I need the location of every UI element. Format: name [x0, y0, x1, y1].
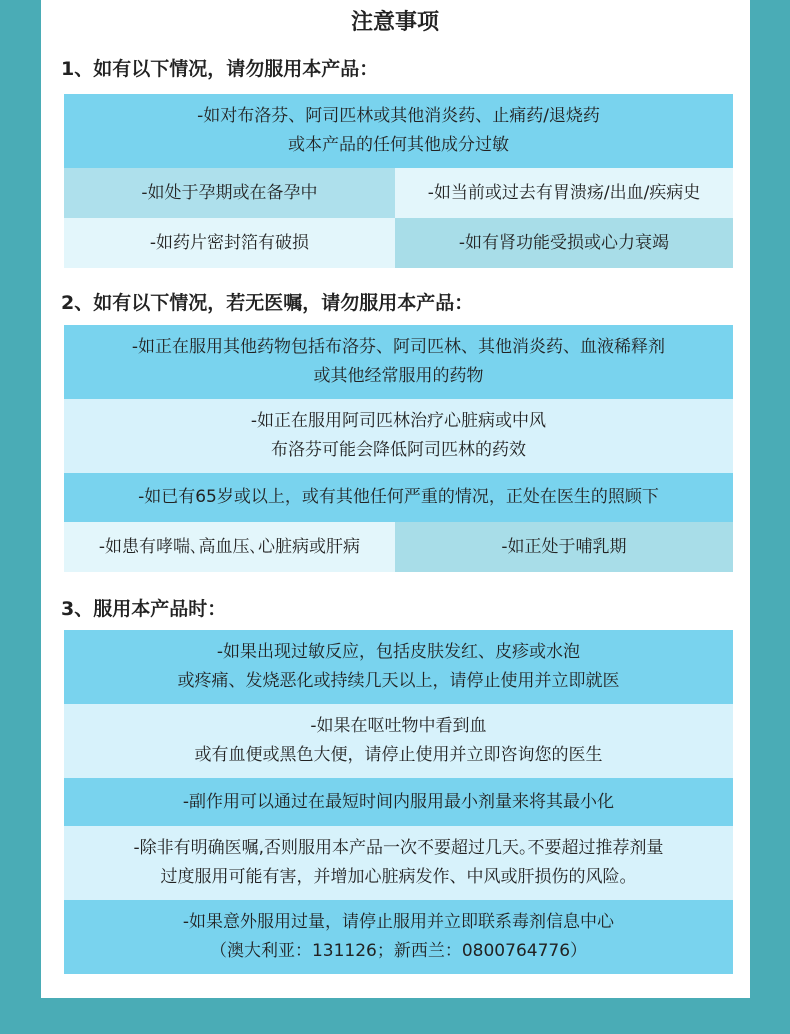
section1-row-2 [64, 168, 733, 218]
section1-row-3-left: -如药片密封箔有破损 [64, 218, 395, 268]
section3-row-3 [64, 778, 733, 826]
section3-row-2-line2: 或有血便或黑色大便，请停止使用并立即咨询您的医生 [194, 745, 603, 765]
section3-row-1 [64, 630, 733, 704]
section2-row-2-line1: -如正在服用阿司匹林治疗心脏病或中风 [250, 411, 547, 431]
section3-row-5-line2: （澳大利亚：131126；新西兰：0800764776） [209, 941, 588, 961]
section1-heading: 1、如有以下情况，请勿服用本产品： [61, 58, 379, 80]
section1-row-1 [64, 94, 733, 168]
section1-row-2-left: -如处于孕期或在备孕中 [64, 168, 395, 218]
section2-table [64, 325, 733, 572]
section2-row-1 [64, 325, 733, 399]
section3-row-2-line1: -如果在呕吐物中看到血 [310, 716, 487, 736]
section3-row-5-cell [64, 900, 733, 974]
section1-row-1-line2: 或本产品的任何其他成分过敏 [288, 135, 509, 155]
section2-row-3 [64, 473, 733, 522]
section2-row-1-line1: -如正在服用其他药物包括布洛芬、阿司匹林、其他消炎药、血液稀释剂 [131, 337, 666, 357]
section1-row-3 [64, 218, 733, 268]
section2-row-3-cell [64, 473, 733, 522]
section3-row-5-line1: -如果意外服用过量，请停止服用并立即联系毒剂信息中心 [182, 912, 615, 932]
section2-row-4-right: -如正处于哺乳期 [395, 522, 733, 572]
section3-row-4 [64, 826, 733, 900]
section1-row-2-right: -如当前或过去有胃溃疡/出血/疾病史 [395, 168, 733, 218]
section2-row-2-line2: 布洛芬可能会降低阿司匹林的药效 [271, 440, 526, 460]
section1-row-1-cell [64, 94, 733, 168]
section2-row-3-line1: -如已有65岁或以上，或有其他任何严重的情况，正处在医生的照顾下 [138, 487, 659, 507]
section3-row-3-line1: -副作用可以通过在最短时间内服用最小剂量来将其最小化 [182, 791, 615, 812]
section3-row-1-line2: 或疼痛、发烧恶化或持续几天以上，请停止使用并立即就医 [177, 671, 620, 691]
section2-row-2 [64, 399, 733, 473]
section3-row-1-cell [64, 630, 733, 704]
section3-row-2 [64, 704, 733, 778]
section1-row-3-right: -如有肾功能受损或心力衰竭 [395, 218, 733, 268]
section2-row-4 [64, 522, 733, 572]
section3-heading: 3、服用本产品时： [61, 598, 227, 620]
section3-row-3-cell [64, 778, 733, 826]
section3-row-5 [64, 900, 733, 974]
section2-row-2-cell [64, 399, 733, 473]
section1-table [64, 94, 733, 268]
section2-row-1-line2: 或其他经常服用的药物 [313, 366, 484, 386]
section3-row-4-cell [64, 826, 733, 900]
section3-row-4-line2: 过度服用可能有害，并增加心脏病发作、中风或肝损伤的风险。 [160, 867, 637, 887]
section3-table [64, 630, 733, 974]
section1-row-1-line1: -如对布洛芬、阿司匹林或其他消炎药、止痛药/退烧药 [197, 106, 600, 126]
section3-row-1-line1: -如果出现过敏反应，包括皮肤发红、皮疹或水泡 [216, 642, 581, 662]
section2-heading: 2、如有以下情况，若无医嘱，请勿服用本产品： [61, 292, 474, 314]
section3-row-2-cell [64, 704, 733, 778]
section2-row-4-left: -如患有哮喘､高血压､心脏病或肝病 [64, 522, 395, 572]
page-title: 注意事项 [350, 10, 439, 35]
section3-row-4-line1: -除非有明确医嘱,否则服用本产品一次不要超过几天｡不要超过推荐剂量 [133, 838, 664, 858]
section2-row-1-cell [64, 325, 733, 399]
